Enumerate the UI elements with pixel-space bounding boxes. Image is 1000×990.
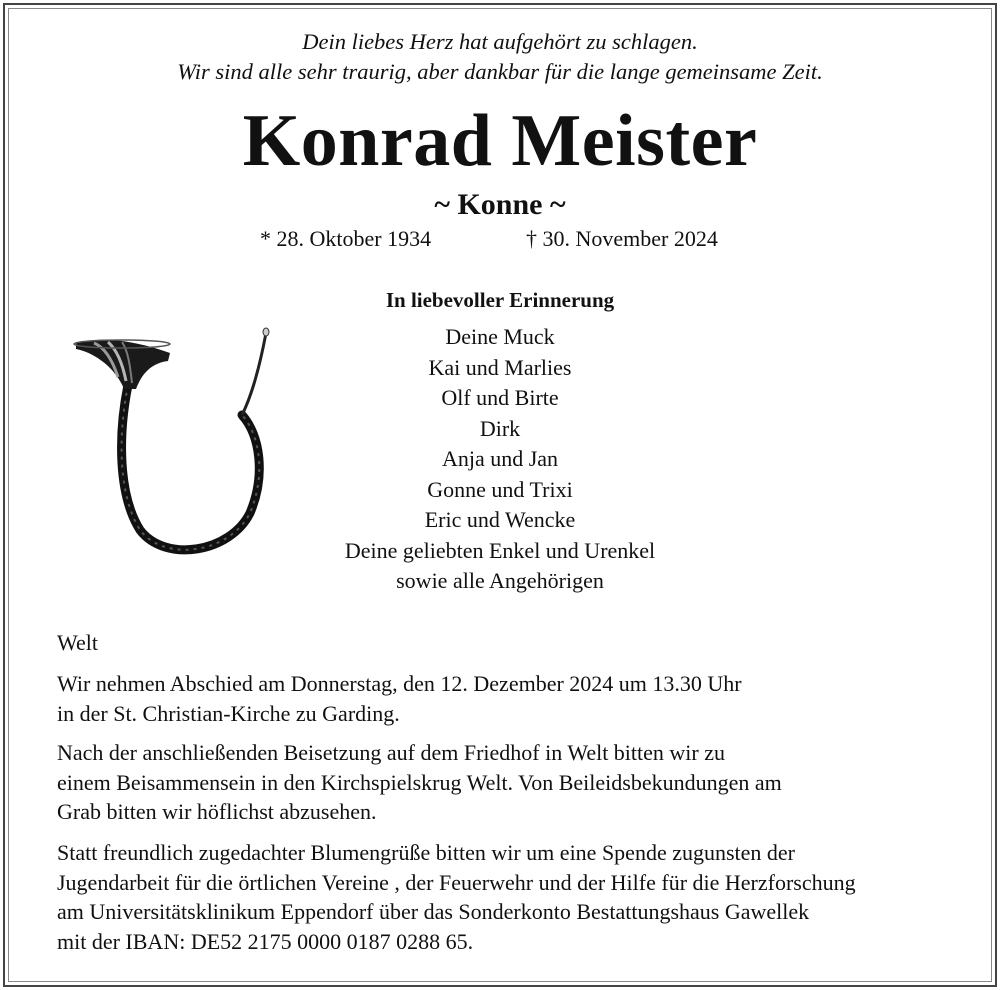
- mourner-name: Deine geliebten Enkel und Urenkel: [344, 537, 656, 563]
- place-name: Welt: [57, 630, 98, 655]
- intro-verse: [0, 27, 1000, 87]
- donation-line: am Universitätsklinikum Eppendorf über das Sonderkonto Bestattungshaus Gawellek: [57, 899, 810, 924]
- farewell-line: in der St. Christian-Kirche zu Garding.: [57, 700, 400, 726]
- mourner-name: Dirk: [479, 415, 521, 441]
- farewell-paragraph: [57, 669, 957, 728]
- intro-line: Dein liebes Herz hat aufgehört zu schlagen.: [302, 29, 698, 54]
- birth-date: * 28. Oktober 1934: [260, 226, 432, 251]
- memory-heading: In liebevoller Erinnerung: [385, 288, 615, 312]
- mourner-name: Deine Muck: [445, 324, 555, 349]
- hunting-horn-icon: [70, 325, 280, 555]
- mourners-list: [250, 322, 750, 597]
- donation-line: Statt freundlich zugedachter Blumengrüße bitten wir um eine Spende zugunsten der: [57, 840, 795, 865]
- mourner-name: Anja und Jan: [441, 446, 559, 471]
- intro-line: Wir sind alle sehr traurig, aber dankbar für die lange gemeinsame Zeit.: [177, 59, 823, 84]
- mourner-name: Gonne und Trixi: [427, 476, 573, 502]
- death-date: † 30. November 2024: [526, 226, 718, 251]
- deceased-nickname: ~ Konne ~: [434, 188, 566, 221]
- deceased-name: Konrad Meister: [242, 100, 758, 182]
- donation-paragraph: [57, 838, 957, 956]
- mourner-name: Olf und Birte: [441, 385, 559, 410]
- donation-line: mit der IBAN: DE52 2175 0000 0187 0288 65.: [57, 928, 474, 954]
- mourner-name: Kai und Marlies: [428, 354, 572, 380]
- farewell-line: Wir nehmen Abschied am Donnerstag, den 12. Dezember 2024 um 13.30 Uhr: [57, 671, 742, 696]
- donation-line: Jugendarbeit für die örtlichen Vereine , der Feuerwehr und der Hilfe für die Herzforschung: [57, 869, 856, 895]
- mourner-name: sowie alle Angehörigen: [396, 568, 604, 593]
- mourner-name: Eric und Wencke: [424, 507, 576, 532]
- reception-line: einem Beisammensein in den Kirchspielskrug Welt. Von Beileidsbekundungen am: [57, 769, 782, 795]
- reception-line: Grab bitten wir höflichst abzusehen.: [57, 799, 377, 824]
- reception-paragraph: [57, 738, 957, 827]
- reception-line: Nach der anschließenden Beisetzung auf dem Friedhof in Welt bitten wir zu: [57, 740, 726, 765]
